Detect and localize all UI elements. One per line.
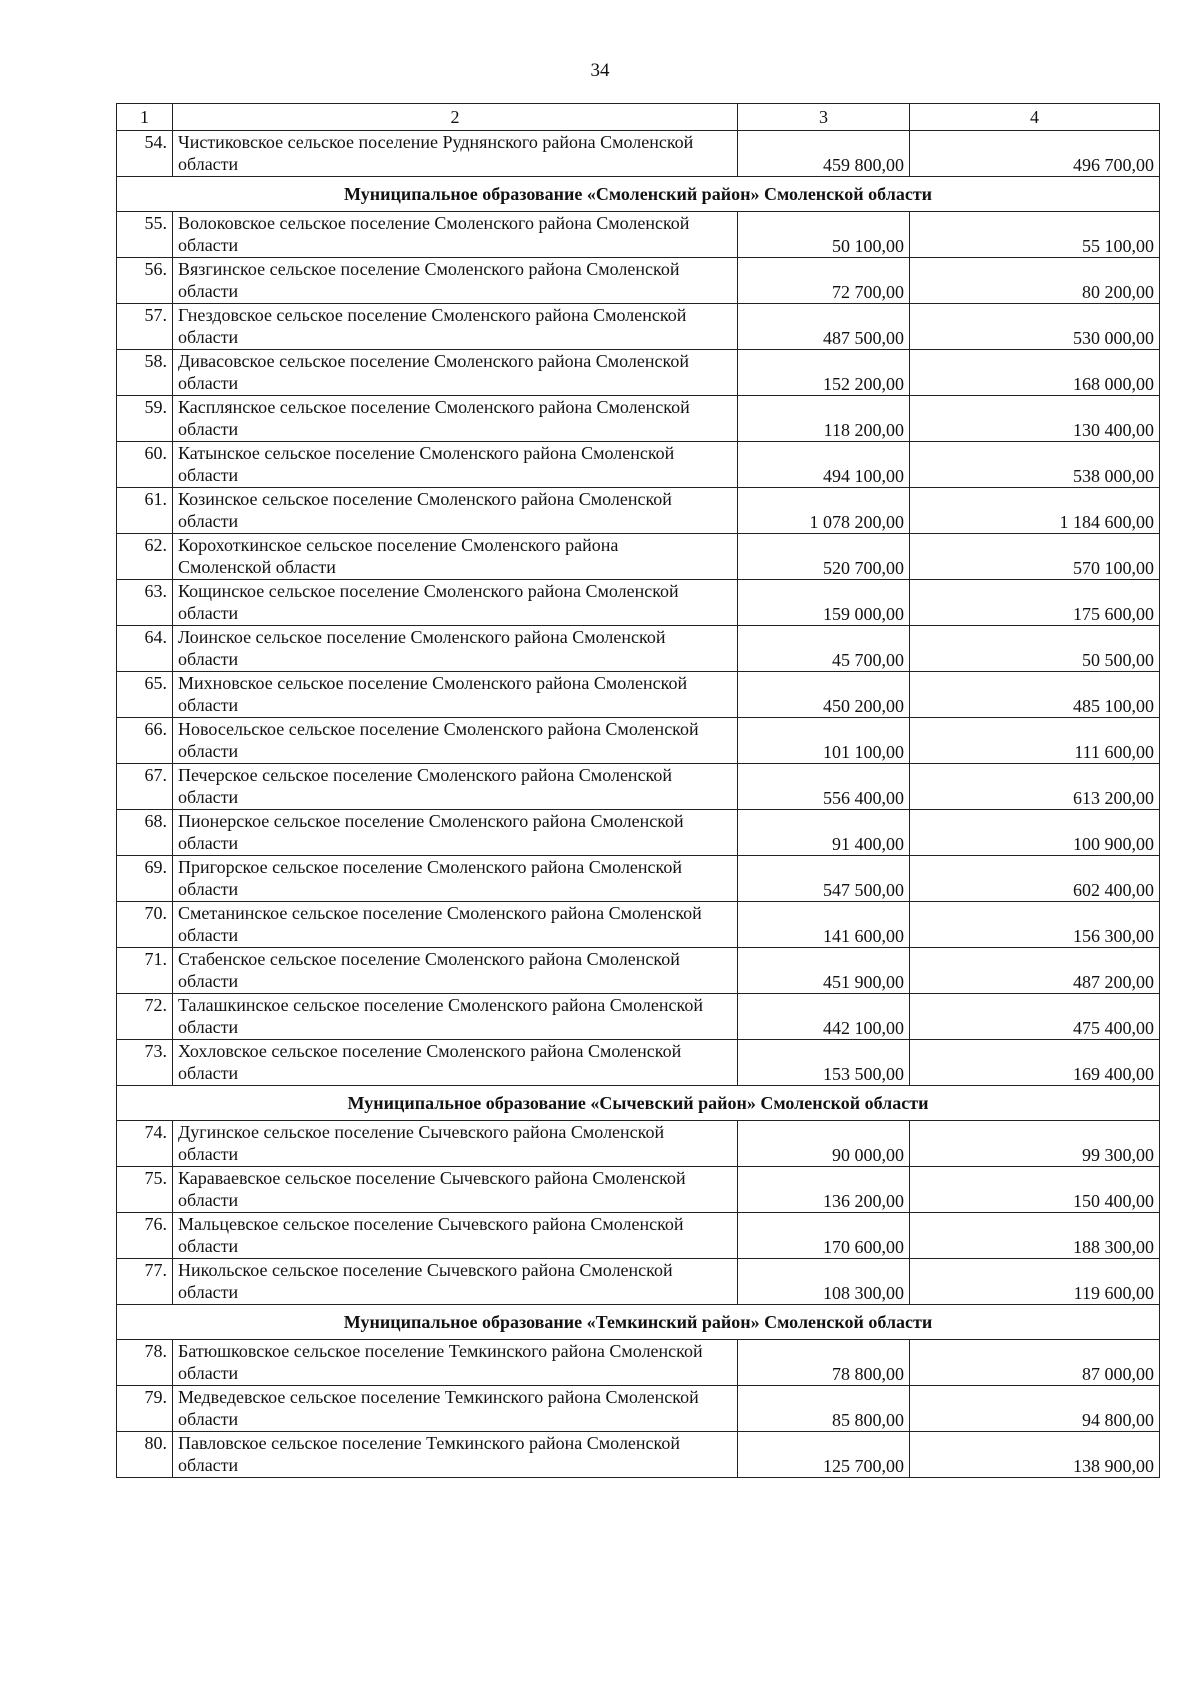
amount-column-3: 45 700,00: [738, 626, 910, 672]
settlement-name: [173, 396, 738, 442]
row-number: 54.: [117, 131, 173, 177]
amount-column-4: 570 100,00: [910, 534, 1160, 580]
settlement-name-line-1: Михновское сельское поселение Смоленского района Смоленской: [178, 673, 688, 693]
amount-column-4: 87 000,00: [910, 1340, 1160, 1386]
settlement-name-line-1: Павловское сельское поселение Темкинского района Смоленской: [178, 1433, 680, 1453]
amount-column-3: 141 600,00: [738, 902, 910, 948]
settlement-name-line-1: Гнездовское сельское поселение Смоленского района Смоленской: [178, 305, 687, 325]
amount-column-3: 108 300,00: [738, 1259, 910, 1305]
section-header-row: [117, 177, 1160, 212]
amount-column-3: 450 200,00: [738, 672, 910, 718]
settlement-name-line-1: Кощинское сельское поселение Смоленского района Смоленской: [178, 581, 679, 601]
amount-column-3: 159 000,00: [738, 580, 910, 626]
settlement-name: [173, 810, 738, 856]
settlement-name: [173, 258, 738, 304]
settlement-name-line-1: Сметанинское сельское поселение Смоленского района Смоленской: [178, 903, 702, 923]
amount-column-4: 50 500,00: [910, 626, 1160, 672]
table-row: [117, 856, 1160, 902]
settlement-name: [173, 672, 738, 718]
amount-column-4: 99 300,00: [910, 1121, 1160, 1167]
column-header-1: 1: [117, 104, 173, 131]
settlement-name-line-1: Дугинское сельское поселение Сычевского района Смоленской: [178, 1122, 665, 1142]
row-number: 65.: [117, 672, 173, 718]
settlement-name: [173, 304, 738, 350]
row-number: 58.: [117, 350, 173, 396]
section-title: Муниципальное образование «Сычевский район» Смоленской области: [117, 1086, 1160, 1121]
row-number: 64.: [117, 626, 173, 672]
settlement-name-line-2: области: [178, 971, 239, 991]
table-row: [117, 718, 1160, 764]
settlement-name-line-1: Новосельское сельское поселение Смоленского района Смоленской: [178, 719, 699, 739]
row-number: 77.: [117, 1259, 173, 1305]
settlement-name-line-2: области: [178, 787, 239, 807]
settlement-name-line-2: области: [178, 1363, 239, 1383]
settlement-name-line-1: Талашкинское сельское поселение Смоленского района Смоленской: [178, 995, 703, 1015]
amount-column-4: 80 200,00: [910, 258, 1160, 304]
amount-column-3: 547 500,00: [738, 856, 910, 902]
settlement-name-line-1: Пионерское сельское поселение Смоленского района Смоленской: [178, 811, 684, 831]
settlement-name-line-2: области: [178, 1190, 239, 1210]
table-row: [117, 1167, 1160, 1213]
settlement-name-line-1: Пригорское сельское поселение Смоленского района Смоленской: [178, 857, 682, 877]
settlement-name-line-2: области: [178, 925, 239, 945]
settlement-name-line-1: Катынское сельское поселение Смоленского района Смоленской: [178, 443, 675, 463]
settlement-name: [173, 534, 738, 580]
settlement-name: [173, 764, 738, 810]
settlement-name: [173, 1213, 738, 1259]
amount-column-4: 188 300,00: [910, 1213, 1160, 1259]
settlement-name: [173, 131, 738, 177]
settlement-name-line-2: области: [178, 281, 239, 301]
row-number: 76.: [117, 1213, 173, 1259]
column-header-4: 4: [910, 104, 1160, 131]
amount-column-4: 1 184 600,00: [910, 488, 1160, 534]
settlement-name-line-2: области: [178, 1144, 239, 1164]
section-header-row: [117, 1305, 1160, 1340]
amount-column-4: 94 800,00: [910, 1386, 1160, 1432]
settlement-name-line-2: области: [178, 1236, 239, 1256]
amount-column-4: 485 100,00: [910, 672, 1160, 718]
settlement-name-line-2: области: [178, 511, 239, 531]
settlement-name-line-1: Печерское сельское поселение Смоленского района Смоленской: [178, 765, 673, 785]
settlement-name-line-2: области: [178, 603, 239, 623]
settlement-name-line-2: области: [178, 1017, 239, 1037]
table-row: [117, 1340, 1160, 1386]
row-number: 71.: [117, 948, 173, 994]
amount-column-4: 602 400,00: [910, 856, 1160, 902]
amount-column-4: 169 400,00: [910, 1040, 1160, 1086]
table-row: [117, 1432, 1160, 1478]
table-row: [117, 1259, 1160, 1305]
settlement-name: [173, 902, 738, 948]
row-number: 75.: [117, 1167, 173, 1213]
table-row: [117, 902, 1160, 948]
row-number: 73.: [117, 1040, 173, 1086]
row-number: 70.: [117, 902, 173, 948]
row-number: 78.: [117, 1340, 173, 1386]
amount-column-4: 475 400,00: [910, 994, 1160, 1040]
settlement-name: [173, 1340, 738, 1386]
amount-column-4: 156 300,00: [910, 902, 1160, 948]
settlement-name-line-1: Хохловское сельское поселение Смоленского района Смоленской: [178, 1041, 682, 1061]
table-row: [117, 442, 1160, 488]
table-row: [117, 396, 1160, 442]
settlement-name-line-1: Батюшковское сельское поселение Темкинского района Смоленской: [178, 1341, 703, 1361]
settlement-name-line-1: Вязгинское сельское поселение Смоленского района Смоленской: [178, 259, 680, 279]
settlement-name: [173, 212, 738, 258]
settlement-name-line-2: области: [178, 154, 239, 174]
table-row: [117, 1386, 1160, 1432]
amount-column-3: 152 200,00: [738, 350, 910, 396]
settlement-name-line-2: области: [178, 465, 239, 485]
amount-column-3: 50 100,00: [738, 212, 910, 258]
section-header-row: [117, 1086, 1160, 1121]
settlement-name-line-2: области: [178, 1455, 239, 1475]
table-row: [117, 580, 1160, 626]
table-row: [117, 258, 1160, 304]
settlement-name-line-1: Чистиковское сельское поселение Руднянского района Смоленской: [178, 132, 694, 152]
amount-column-3: 556 400,00: [738, 764, 910, 810]
amount-column-4: 100 900,00: [910, 810, 1160, 856]
settlement-name-line-2: области: [178, 833, 239, 853]
settlement-name-line-1: Стабенское сельское поселение Смоленского района Смоленской: [178, 949, 680, 969]
table-row: [117, 1040, 1160, 1086]
settlement-name-line-1: Дивасовское сельское поселение Смоленского района Смоленской: [178, 351, 689, 371]
amount-column-3: 487 500,00: [738, 304, 910, 350]
amount-column-3: 153 500,00: [738, 1040, 910, 1086]
table-row: [117, 304, 1160, 350]
row-number: 66.: [117, 718, 173, 764]
amount-column-3: 90 000,00: [738, 1121, 910, 1167]
amount-column-3: 85 800,00: [738, 1386, 910, 1432]
amount-column-4: 111 600,00: [910, 718, 1160, 764]
settlement-name: [173, 994, 738, 1040]
row-number: 55.: [117, 212, 173, 258]
amount-column-4: 530 000,00: [910, 304, 1160, 350]
settlement-name-line-2: области: [178, 419, 239, 439]
table-row: [117, 764, 1160, 810]
row-number: 79.: [117, 1386, 173, 1432]
settlement-name: [173, 488, 738, 534]
amount-column-4: 496 700,00: [910, 131, 1160, 177]
table-row: [117, 131, 1160, 177]
settlement-name: [173, 350, 738, 396]
settlement-name: [173, 948, 738, 994]
table-body: [117, 104, 1160, 1478]
row-number: 57.: [117, 304, 173, 350]
settlement-name-line-2: области: [178, 1282, 239, 1302]
amount-column-3: 442 100,00: [738, 994, 910, 1040]
row-number: 67.: [117, 764, 173, 810]
amount-column-3: 459 800,00: [738, 131, 910, 177]
table-row: [117, 1121, 1160, 1167]
amount-column-4: 168 000,00: [910, 350, 1160, 396]
settlement-name-line-1: Мальцевское сельское поселение Сычевского района Смоленской: [178, 1214, 684, 1234]
row-number: 74.: [117, 1121, 173, 1167]
amount-column-3: 494 100,00: [738, 442, 910, 488]
settlement-name: [173, 1259, 738, 1305]
section-title: Муниципальное образование «Смоленский район» Смоленской области: [117, 177, 1160, 212]
row-number: 63.: [117, 580, 173, 626]
amount-column-3: 118 200,00: [738, 396, 910, 442]
amount-column-4: 138 900,00: [910, 1432, 1160, 1478]
amount-column-3: 78 800,00: [738, 1340, 910, 1386]
row-number: 59.: [117, 396, 173, 442]
settlement-name: [173, 580, 738, 626]
amount-column-4: 119 600,00: [910, 1259, 1160, 1305]
amount-column-3: 136 200,00: [738, 1167, 910, 1213]
table-row: [117, 488, 1160, 534]
row-number: 62.: [117, 534, 173, 580]
amount-column-3: 170 600,00: [738, 1213, 910, 1259]
settlement-name-line-2: области: [178, 741, 239, 761]
amount-column-3: 1 078 200,00: [738, 488, 910, 534]
table-row: [117, 994, 1160, 1040]
settlement-name-line-1: Медведевское сельское поселение Темкинского района Смоленской: [178, 1387, 699, 1407]
table-row: [117, 626, 1160, 672]
column-header-3: 3: [738, 104, 910, 131]
row-number: 60.: [117, 442, 173, 488]
table-row: [117, 672, 1160, 718]
row-number: 80.: [117, 1432, 173, 1478]
table-row: [117, 350, 1160, 396]
amount-column-3: 101 100,00: [738, 718, 910, 764]
amount-column-3: 72 700,00: [738, 258, 910, 304]
amount-column-3: 520 700,00: [738, 534, 910, 580]
amount-column-4: 55 100,00: [910, 212, 1160, 258]
settlement-name-line-2: области: [178, 327, 239, 347]
settlement-name-line-1: Корохоткинское сельское поселение Смоленского района: [178, 535, 619, 555]
settlement-name-line-2: области: [178, 879, 239, 899]
table-row: [117, 534, 1160, 580]
settlement-name-line-2: области: [178, 1063, 239, 1083]
settlement-name-line-2: области: [178, 1409, 239, 1429]
row-number: 69.: [117, 856, 173, 902]
amount-column-3: 451 900,00: [738, 948, 910, 994]
allocation-table: [116, 103, 1160, 1478]
settlement-name-line-2: Смоленской области: [178, 557, 336, 577]
amount-column-3: 91 400,00: [738, 810, 910, 856]
row-number: 56.: [117, 258, 173, 304]
table-row: [117, 212, 1160, 258]
settlement-name: [173, 1040, 738, 1086]
row-number: 61.: [117, 488, 173, 534]
section-title: Муниципальное образование «Темкинский район» Смоленской области: [117, 1305, 1160, 1340]
settlement-name-line-2: области: [178, 649, 239, 669]
amount-column-4: 175 600,00: [910, 580, 1160, 626]
settlement-name-line-1: Никольское сельское поселение Сычевского района Смоленской: [178, 1260, 673, 1280]
settlement-name-line-1: Касплянское сельское поселение Смоленского района Смоленской: [178, 397, 690, 417]
settlement-name: [173, 1386, 738, 1432]
column-header-2: 2: [173, 104, 738, 131]
settlement-name-line-2: области: [178, 695, 239, 715]
amount-column-4: 487 200,00: [910, 948, 1160, 994]
settlement-name-line-1: Лоинское сельское поселение Смоленского района Смоленской: [178, 627, 666, 647]
settlement-name-line-1: Волоковское сельское поселение Смоленского района Смоленской: [178, 213, 690, 233]
page-number: 34: [590, 60, 610, 81]
settlement-name: [173, 442, 738, 488]
settlement-name-line-2: области: [178, 235, 239, 255]
settlement-name: [173, 718, 738, 764]
amount-column-4: 150 400,00: [910, 1167, 1160, 1213]
settlement-name-line-1: Караваевское сельское поселение Сычевского района Смоленской: [178, 1168, 686, 1188]
settlement-name: [173, 1167, 738, 1213]
settlement-name: [173, 856, 738, 902]
row-number: 68.: [117, 810, 173, 856]
settlement-name: [173, 1432, 738, 1478]
settlement-name: [173, 626, 738, 672]
column-header-row: [117, 104, 1160, 131]
amount-column-3: 125 700,00: [738, 1432, 910, 1478]
table-row: [117, 1213, 1160, 1259]
amount-column-4: 538 000,00: [910, 442, 1160, 488]
settlement-name: [173, 1121, 738, 1167]
settlement-name-line-2: области: [178, 373, 239, 393]
amount-column-4: 613 200,00: [910, 764, 1160, 810]
table-row: [117, 948, 1160, 994]
row-number: 72.: [117, 994, 173, 1040]
settlement-name-line-1: Козинское сельское поселение Смоленского района Смоленской: [178, 489, 672, 509]
table-row: [117, 810, 1160, 856]
amount-column-4: 130 400,00: [910, 396, 1160, 442]
